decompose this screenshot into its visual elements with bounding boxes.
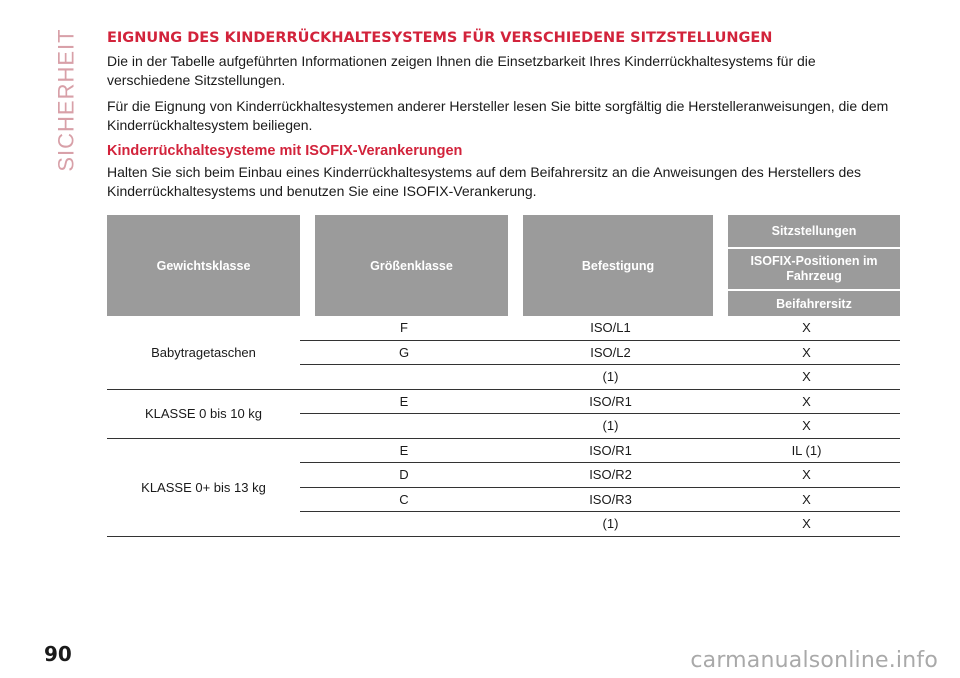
header-passenger-seat: Beifahrersitz	[728, 290, 900, 316]
passenger-cell: X	[713, 512, 900, 537]
weight-class-cell: KLASSE 0+ bis 13 kg	[107, 438, 300, 536]
header-fixing: Befestigung	[523, 215, 713, 316]
passenger-cell: IL (1)	[713, 438, 900, 463]
watermark-text: carmanualsonline.info	[690, 648, 938, 673]
fixing-cell: ISO/R2	[508, 463, 713, 488]
size-cell: F	[300, 316, 508, 340]
size-cell: D	[300, 463, 508, 488]
passenger-cell: X	[713, 389, 900, 414]
fixing-cell: (1)	[508, 365, 713, 390]
weight-class-cell: Babytragetaschen	[107, 316, 300, 389]
passenger-cell: X	[713, 463, 900, 488]
header-seat-positions: Sitzstellungen	[728, 215, 900, 248]
size-cell: C	[300, 487, 508, 512]
passenger-cell: X	[713, 340, 900, 365]
fixing-cell: ISO/R1	[508, 438, 713, 463]
header-isofix-positions: ISOFIX-Positionen im Fahrzeug	[728, 248, 900, 290]
passenger-cell: X	[713, 365, 900, 390]
isofix-table	[107, 215, 900, 537]
table-row	[107, 389, 900, 414]
size-cell: G	[300, 340, 508, 365]
fixing-cell: ISO/L2	[508, 340, 713, 365]
side-label-text: SICHERHEIT	[54, 28, 79, 172]
passenger-cell: X	[713, 414, 900, 439]
fixing-cell: (1)	[508, 414, 713, 439]
section-side-label	[52, 30, 82, 170]
table-row	[107, 316, 900, 340]
page-number: 90	[44, 642, 72, 666]
size-cell	[300, 365, 508, 390]
manufacturer-paragraph: Für die Eignung von Kinderrückhaltesystemen anderer Hersteller lesen Sie bitte sorgfältig die Herstelleranweisungen, die dem Kinderrückhaltesystem beiliegen.	[107, 98, 889, 133]
table-row	[107, 438, 900, 463]
fixing-cell: (1)	[508, 512, 713, 537]
size-cell	[300, 414, 508, 439]
page-content	[107, 30, 900, 208]
size-cell: E	[300, 438, 508, 463]
fixing-cell: ISO/R3	[508, 487, 713, 512]
isofix-subheading: Kinderrückhaltesysteme mit ISOFIX-Verankerungen	[107, 143, 463, 159]
weight-class-cell: KLASSE 0 bis 10 kg	[107, 389, 300, 438]
fixing-cell: ISO/R1	[508, 389, 713, 414]
header-size-class: Größenklasse	[315, 215, 508, 316]
size-cell	[300, 512, 508, 537]
header-weight-class: Gewichtsklasse	[107, 215, 300, 316]
intro-paragraph: Die in der Tabelle aufgeführten Informationen zeigen Ihnen die Einsetzbarkeit Ihres Kinderrückhaltesystems für die verschiedene Sitzstellungen.	[107, 53, 816, 88]
section-title: EIGNUNG DES KINDERRÜCKHALTESYSTEMS FÜR VERSCHIEDENE SITZSTELLUNGEN	[107, 30, 773, 46]
passenger-cell: X	[713, 316, 900, 340]
passenger-cell: X	[713, 487, 900, 512]
size-cell: E	[300, 389, 508, 414]
fixing-cell: ISO/L1	[508, 316, 713, 340]
isofix-paragraph: Halten Sie sich beim Einbau eines Kinderrückhaltesystems auf dem Beifahrersitz an die Anweisungen des Herstellers des Kinderrückhaltesystems und benutzen Sie eine ISOFIX-Verankerung.	[107, 164, 862, 199]
